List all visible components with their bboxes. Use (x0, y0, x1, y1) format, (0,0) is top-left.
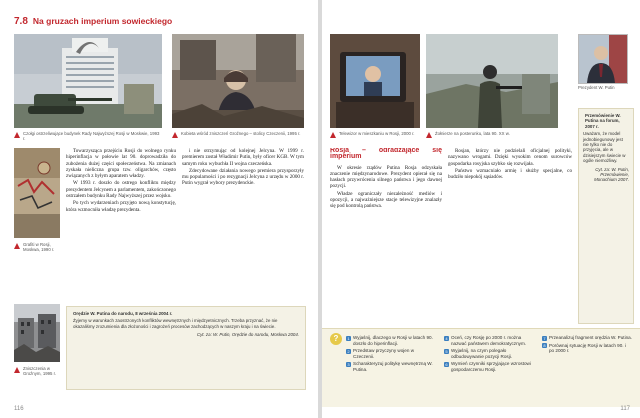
source-quote-box (66, 306, 306, 390)
photo-tv (330, 34, 420, 128)
caption-tv: Telewizor w mieszkaniu w Rosji, 2000 r. (330, 131, 422, 138)
caption-grozny: Kobieta wśród zniszczeń Groźnego – stolicy Czeczenii, 1995 r. (172, 131, 304, 138)
task-item: 4 Oceń, czy Rosję po 2000 r. można nazwać państwem demokratycznym. (445, 335, 527, 346)
caption-marker-icon (14, 367, 20, 373)
caption-marker-icon (14, 132, 20, 138)
paragraph: Po tych wydarzeniach przyjęto nową konstytucję, która wzmocniła władzę prezydenta. (66, 200, 176, 213)
task-item: 7 Przeanalizuj fragment orędzia W. Putina. (543, 335, 632, 341)
task-item: 6 Wymień czynniki sprzyjające wzrostowi gospodarczemu Rosji. (445, 361, 531, 372)
caption-parliament: Czołgi ostrzeliwujące budynek Rady Najwyższej Rosji w Moskwie, 1993 r. (14, 131, 162, 141)
tasks-col-1 (346, 335, 436, 375)
left-text-column-1 (66, 148, 176, 298)
caption-marker-icon (330, 132, 336, 138)
photo-parliament (14, 34, 162, 128)
task-item: 1 Wyjaśnij, dlaczego w Rosji w latach 90. doszło do hiperinflacji. (347, 335, 433, 346)
tasks-col-2 (444, 335, 534, 375)
page-number-right: 117 (620, 406, 630, 412)
quote-source: Cyt. za: W. Putin, Przemówienie, Monachium 2007. (594, 166, 629, 183)
left-text-column-2 (182, 148, 304, 298)
paragraph: Władze ograniczały niezależność mediów i opozycji, a najważniejsze stacje telewizyjne znalazły się pod kontrolą państwa. (330, 190, 442, 210)
right-text-column-1 (330, 148, 442, 320)
question-mark-icon: ? (330, 333, 342, 345)
paragraph: i nie otrzymując od kolejnej Jelcyna. W 1999 r. premierem został Władimir Putin, były oficer KGB. W tym samym roku wybuchła II wojna czeczeńska. (182, 148, 304, 167)
caption-portrait: Prezydent W. Putin (578, 85, 615, 90)
task-item: 5 Wyjaśnij, na czym polegało odbudowywanie pozycji Rosji. (445, 348, 513, 359)
paragraph: Zdecydowane działania nowego premiera przysporzyły mu popularności i po rezygnacji Jelcyna z urzędu w 2000 r. Putin wygrał wybory prezydenckie. (182, 167, 304, 187)
quote-text: Uważam, że model jednobiegunowy jest nie tylko nie do przyjęcia, ale w dzisiejszym świecie w ogóle niemożliwy. (583, 131, 626, 164)
caption-graffiti: Grafiti w Rosji, Moskwa, 1990 r. (14, 242, 62, 252)
caption-marker-icon (14, 243, 20, 249)
left-page (0, 0, 318, 418)
section-heading: Rosja – odradzające się imperium (330, 148, 442, 161)
paragraph: Towarzysząca przejściu Rosji do wolnego rynku hiperinflacja w połowie lat 90. doprowadziła do zubożenia dużej części społeczeństwa. Na zmianach zyskała nieliczna grupa tzw. oligarchów, często związanych z byłym aparatem władzy. (66, 148, 176, 180)
chapter-number: 7.8 (14, 15, 28, 27)
source-quote-box-right (578, 108, 634, 324)
quote-title: Przemówienie W. Putina na forum, 2007 r. (585, 113, 621, 129)
chapter-header (14, 14, 172, 28)
photo-grozny-woman (172, 34, 304, 128)
paragraph: W 1993 r. doszło do ostrego konfliktu między prezydentem Jelcynem a parlamentem, zakończonego ostrzałem budynku Rady Najwyższej przez wojsko. (66, 180, 176, 200)
caption-soldier: Żołnierze na posterunku, lata 90. XX w. (426, 131, 558, 138)
task-item: 2 Przedstaw przyczyny wojen w Czeczenii. (347, 348, 415, 359)
photo-ruins (14, 304, 60, 362)
photo-graffiti (14, 148, 60, 238)
quote-text: Żyjemy w warunkach zaostrzonych konfliktów wewnętrznych i międzyetnicznych. Trzeba przyznać, że nie okazaliśmy zrozumienia dla złożoności i zagrożeń procesów zachodzących w naszym kraju i na świecie. (73, 318, 278, 329)
task-item: 3 Scharakteryzuj politykę wewnętrzną W. Putina. (347, 361, 433, 372)
task-item: 8 Porównaj sytuację Rosji w latach 90. i po 2000 r. (543, 342, 626, 354)
caption-ruins: Zniszczenia w Groźnym, 1995 r. (14, 366, 62, 376)
paragraph: Państwo wzmacniało armię i służby specjalne, co budziło niepokój sąsiadów. (448, 167, 572, 181)
chapter-title: Na gruzach imperium sowieckiego (32, 16, 173, 26)
quote-title: Orędzie W. Putina do narodu, 8 września 2004 r. (73, 311, 173, 316)
photo-portrait (578, 34, 628, 84)
page-number-left: 116 (14, 406, 24, 412)
right-page (322, 0, 640, 418)
tasks-box (322, 328, 640, 407)
quote-source: Cyt. za: W. Putin, Orędzie do narodu, Moskwa 2004. (196, 332, 299, 338)
right-text-column-2 (448, 148, 572, 320)
caption-marker-icon (426, 132, 432, 138)
tasks-col-3 (542, 335, 632, 356)
photo-soldier (426, 34, 558, 128)
caption-marker-icon (172, 132, 178, 138)
paragraph: Rosjan, którzy nie podzielali oficjalnej polityki, nazywano wrogami. Dzięki wysokim cenom surowców gospodarka rosyjska szybko się rozwijała. (448, 148, 572, 167)
paragraph: W okresie rządów Putina Rosja odzyskała znaczenie międzynarodowe. Prezydent opierał się na hasłach przywrócenia silnego państwa i jego dawnej pozycji. (330, 164, 442, 190)
